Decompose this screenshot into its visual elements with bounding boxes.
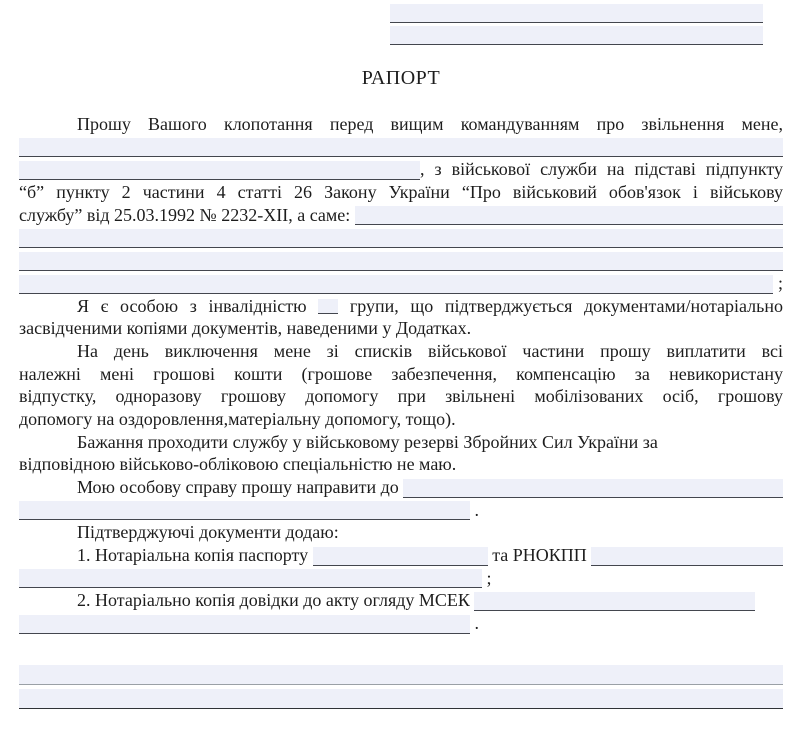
- body-line-request: [19, 113, 783, 136]
- body-line-document-1: [19, 544, 783, 567]
- text-run: 1. Нотаріальна копія паспорту: [77, 545, 313, 566]
- addressee-line: [19, 24, 783, 46]
- body-line-documents-heading: [19, 521, 783, 544]
- body-line-document-2: [19, 589, 783, 612]
- addressee-line: [19, 2, 783, 24]
- text-run: засвідченими копіями документів, наведеними у Додатках.: [19, 318, 472, 339]
- body-line-law-date: [19, 204, 783, 227]
- body-line-reserve-2: [19, 453, 783, 476]
- text-run: Прошу Вашого клопотання перед вищим командуванням про звільнення мене,: [77, 114, 783, 134]
- reason-blank[interactable]: [355, 206, 783, 225]
- body-line-payment-4: [19, 408, 783, 431]
- body-line-law: [19, 181, 783, 204]
- rnokpp-blank[interactable]: [19, 569, 482, 588]
- msek-blank[interactable]: [474, 592, 755, 611]
- body-line-payment-1: [19, 340, 783, 363]
- body-line-personal-file: [19, 476, 783, 499]
- text-run: службу” від 25.03.1992 № 2232-XII, а саме:: [19, 204, 355, 225]
- body-line-disability: [19, 295, 783, 318]
- body-line-reserve-1: [19, 431, 783, 454]
- msek-blank[interactable]: [19, 615, 470, 634]
- body-line-payment-2: [19, 363, 783, 386]
- text-run: ;: [773, 272, 783, 293]
- text-run: групи, що підтверджується документами/нотаріально: [338, 295, 783, 316]
- rnokpp-blank[interactable]: [591, 547, 783, 566]
- text-run: належні мені грошові кошти (грошове забезпечення, компенсацію за невикористану: [19, 363, 783, 384]
- text-run: відповідною військово-обліковою спеціальністю не маю.: [19, 454, 457, 475]
- text-run: На день виключення мене зі списків військової частини прошу виплатити всі: [77, 340, 783, 361]
- disability-group-blank[interactable]: [318, 299, 338, 314]
- text-run: відпустку, одноразову грошову допомогу при звільнені мобілізованих осіб, грошову: [19, 386, 783, 407]
- reason-blank[interactable]: [19, 252, 783, 271]
- text-run: допомогу на оздоровлення,матеріальну допомогу, тощо).: [19, 408, 456, 429]
- full-name-blank[interactable]: [19, 161, 420, 180]
- addressee-block: [19, 2, 783, 46]
- signature-line: [19, 686, 783, 710]
- text-run: Я є особою з інвалідністю: [77, 295, 319, 316]
- text-run: ;: [482, 567, 492, 588]
- text-run: “б” пункту 2 частини 4 статті 26 Закону України “Про військовий обов'язок і військову: [19, 182, 783, 203]
- text-run: .: [470, 613, 479, 634]
- document-title: РАПОРТ: [361, 67, 441, 89]
- text-run: Бажання проходити службу у військовому резерві Збройних Сил України за: [77, 431, 658, 452]
- document-body: [19, 113, 783, 710]
- text-run: 2. Нотаріально копія довідки до акту огляду МСЕК: [77, 590, 475, 611]
- text-run: , з військової служби на підставі підпункту: [420, 159, 783, 180]
- addressee-blank[interactable]: [390, 4, 763, 23]
- body-line-reason-blank: [19, 226, 783, 249]
- body-line-reason-blank: [19, 249, 783, 272]
- signature-blank[interactable]: [19, 665, 783, 685]
- text-run: Мою особову справу прошу направити до: [77, 476, 404, 497]
- reason-blank[interactable]: [19, 229, 783, 248]
- passport-blank[interactable]: [313, 547, 488, 566]
- body-line-document-1b: [19, 567, 783, 590]
- signature-blank[interactable]: [19, 689, 783, 709]
- destination-blank[interactable]: [403, 479, 783, 498]
- body-line-reason-end: [19, 272, 783, 295]
- addressee-blank[interactable]: [390, 26, 763, 45]
- reason-blank[interactable]: [19, 275, 773, 294]
- destination-blank[interactable]: [19, 501, 470, 520]
- text-run: .: [470, 499, 479, 520]
- body-line-service: [19, 158, 783, 181]
- signature-line: [19, 662, 783, 686]
- body-line-name-blank: [19, 136, 783, 159]
- body-line-personal-file-2: [19, 499, 783, 522]
- body-line-payment-3: [19, 385, 783, 408]
- full-name-blank[interactable]: [19, 138, 783, 157]
- text-run: Підтверджуючі документи додаю:: [77, 522, 339, 543]
- text-run: та РНОКПП: [487, 545, 592, 566]
- body-line-disability-2: [19, 317, 783, 340]
- body-line-document-2b: [19, 612, 783, 635]
